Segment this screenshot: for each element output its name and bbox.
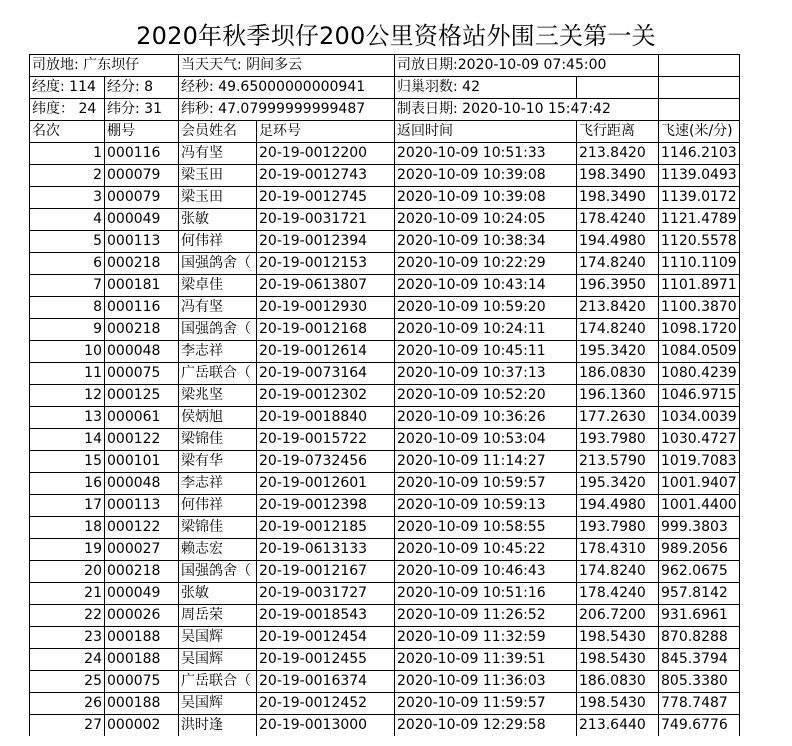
cell-distance: 196.3950 xyxy=(577,275,659,297)
cell-ring-no: 20-19-0012455 xyxy=(257,649,395,671)
cell-ring-no: 20-19-0012167 xyxy=(257,561,395,583)
table-row xyxy=(30,209,740,231)
cell-speed: 1001.9407 xyxy=(659,473,740,495)
cell-member-name: 何伟祥 xyxy=(179,231,257,253)
cell-rank: 14 xyxy=(30,429,105,451)
cell-loft-no: 000079 xyxy=(105,187,179,209)
info-empty-cell xyxy=(659,77,740,99)
cell-return-time: 2020-10-09 10:51:16 xyxy=(395,583,577,605)
cell-distance: 198.3490 xyxy=(577,165,659,187)
table-row xyxy=(30,473,740,495)
cell-member-name: 吴国辉 xyxy=(179,627,257,649)
cell-return-time: 2020-10-09 10:37:13 xyxy=(395,363,577,385)
cell-ring-no: 20-19-0012743 xyxy=(257,165,395,187)
cell-ring-no: 20-19-0012452 xyxy=(257,693,395,715)
cell-speed: 999.3803 xyxy=(659,517,740,539)
cell-ring-no: 20-19-0012614 xyxy=(257,341,395,363)
cell-return-time: 2020-10-09 10:38:34 xyxy=(395,231,577,253)
release-date: 司放日期:2020-10-09 07:45:00 xyxy=(395,55,659,77)
cell-ring-no: 20-19-0613133 xyxy=(257,539,395,561)
cell-member-name: 梁锦佳 xyxy=(179,429,257,451)
table-row xyxy=(30,319,740,341)
cell-member-name: 吴国辉 xyxy=(179,649,257,671)
cell-rank: 26 xyxy=(30,693,105,715)
cell-return-time: 2020-10-09 10:24:11 xyxy=(395,319,577,341)
cell-member-name: 国强鸽舍（ xyxy=(179,319,257,341)
cell-ring-no: 20-19-0732456 xyxy=(257,451,395,473)
cell-loft-no: 000116 xyxy=(105,297,179,319)
cell-loft-no: 000027 xyxy=(105,539,179,561)
cell-speed: 1120.5578 xyxy=(659,231,740,253)
cell-distance: 193.7980 xyxy=(577,429,659,451)
cell-speed: 845.3794 xyxy=(659,649,740,671)
table-row xyxy=(30,517,740,539)
table-row xyxy=(30,165,740,187)
cell-member-name: 李志祥 xyxy=(179,341,257,363)
cell-loft-no: 000101 xyxy=(105,451,179,473)
cell-ring-no: 20-19-0012168 xyxy=(257,319,395,341)
cell-member-name: 赖志宏 xyxy=(179,539,257,561)
cell-member-name: 梁锦佳 xyxy=(179,517,257,539)
cell-ring-no: 20-19-0012745 xyxy=(257,187,395,209)
cell-speed: 957.8142 xyxy=(659,583,740,605)
table-row xyxy=(30,451,740,473)
table-row xyxy=(30,429,740,451)
cell-ring-no: 20-19-0073164 xyxy=(257,363,395,385)
cell-return-time: 2020-10-09 11:39:51 xyxy=(395,649,577,671)
cell-speed: 1100.3870 xyxy=(659,297,740,319)
table-row xyxy=(30,363,740,385)
cell-distance: 195.3420 xyxy=(577,341,659,363)
cell-distance: 178.4240 xyxy=(577,209,659,231)
weather: 当天天气: 阴间多云 xyxy=(179,55,395,77)
cell-loft-no: 000075 xyxy=(105,363,179,385)
cell-ring-no: 20-19-0018840 xyxy=(257,407,395,429)
cell-return-time: 2020-10-09 10:59:20 xyxy=(395,297,577,319)
header-rank: 名次 xyxy=(30,121,105,143)
cell-return-time: 2020-10-09 11:32:59 xyxy=(395,627,577,649)
info-row-latitude xyxy=(30,99,740,121)
cell-return-time: 2020-10-09 10:51:33 xyxy=(395,143,577,165)
cell-distance: 198.5430 xyxy=(577,649,659,671)
cell-ring-no: 20-19-0012302 xyxy=(257,385,395,407)
latitude-degree: 纬度： 24 xyxy=(30,99,105,121)
cell-member-name: 梁玉田 xyxy=(179,187,257,209)
cell-member-name: 李志祥 xyxy=(179,473,257,495)
cell-rank: 11 xyxy=(30,363,105,385)
table-row xyxy=(30,693,740,715)
cell-member-name: 冯有坚 xyxy=(179,297,257,319)
info-empty-cell xyxy=(577,77,659,99)
cell-rank: 4 xyxy=(30,209,105,231)
table-row xyxy=(30,253,740,275)
cell-member-name: 张敏 xyxy=(179,583,257,605)
header-distance: 飞行距离 xyxy=(577,121,659,143)
table-row xyxy=(30,605,740,627)
cell-speed: 1139.0172 xyxy=(659,187,740,209)
header-ring-no: 足环号 xyxy=(257,121,395,143)
cell-speed: 870.8288 xyxy=(659,627,740,649)
cell-distance: 213.8420 xyxy=(577,143,659,165)
latitude-minute: 纬分: 31 xyxy=(105,99,179,121)
cell-member-name: 梁兆坚 xyxy=(179,385,257,407)
cell-rank: 23 xyxy=(30,627,105,649)
longitude-second: 经秒: 49.65000000000941 xyxy=(179,77,395,99)
cell-loft-no: 000188 xyxy=(105,627,179,649)
cell-ring-no: 20-19-0012601 xyxy=(257,473,395,495)
longitude-minute: 经分: 8 xyxy=(105,77,179,99)
cell-distance: 193.7980 xyxy=(577,517,659,539)
release-location: 司放地: 广东坝仔 xyxy=(30,55,179,77)
info-row-longitude xyxy=(30,77,740,99)
cell-distance: 174.8240 xyxy=(577,319,659,341)
cell-speed: 1101.8971 xyxy=(659,275,740,297)
table-row xyxy=(30,297,740,319)
cell-ring-no: 20-19-0012185 xyxy=(257,517,395,539)
cell-rank: 7 xyxy=(30,275,105,297)
cell-distance: 213.5790 xyxy=(577,451,659,473)
cell-rank: 2 xyxy=(30,165,105,187)
cell-loft-no: 000113 xyxy=(105,495,179,517)
table-row xyxy=(30,143,740,165)
cell-rank: 21 xyxy=(30,583,105,605)
cell-distance: 198.3490 xyxy=(577,187,659,209)
cell-loft-no: 000218 xyxy=(105,561,179,583)
table-row xyxy=(30,231,740,253)
cell-distance: 213.6440 xyxy=(577,715,659,737)
cell-ring-no: 20-19-0012153 xyxy=(257,253,395,275)
table-row xyxy=(30,715,740,737)
cell-rank: 15 xyxy=(30,451,105,473)
cell-speed: 1030.4727 xyxy=(659,429,740,451)
cell-ring-no: 20-19-0016374 xyxy=(257,671,395,693)
header-return-time: 返回时间 xyxy=(395,121,577,143)
cell-member-name: 广岳联合（ xyxy=(179,671,257,693)
cell-distance: 194.4980 xyxy=(577,495,659,517)
cell-rank: 17 xyxy=(30,495,105,517)
cell-loft-no: 000122 xyxy=(105,517,179,539)
cell-loft-no: 000181 xyxy=(105,275,179,297)
longitude-degree: 经度: 114 xyxy=(30,77,105,99)
cell-member-name: 国强鸽舍（ xyxy=(179,253,257,275)
cell-speed: 1046.9715 xyxy=(659,385,740,407)
cell-distance: 213.8420 xyxy=(577,297,659,319)
cell-loft-no: 000113 xyxy=(105,231,179,253)
results-table xyxy=(29,54,740,736)
cell-loft-no: 000049 xyxy=(105,209,179,231)
table-row xyxy=(30,341,740,363)
info-empty-cell xyxy=(659,55,740,77)
cell-rank: 24 xyxy=(30,649,105,671)
cell-rank: 20 xyxy=(30,561,105,583)
table-row xyxy=(30,407,740,429)
info-empty-cell xyxy=(659,99,740,121)
cell-rank: 5 xyxy=(30,231,105,253)
cell-speed: 1001.4400 xyxy=(659,495,740,517)
cell-ring-no: 20-19-0012200 xyxy=(257,143,395,165)
column-header-row xyxy=(30,121,740,143)
cell-member-name: 何伟祥 xyxy=(179,495,257,517)
cell-distance: 206.7200 xyxy=(577,605,659,627)
cell-return-time: 2020-10-09 10:24:05 xyxy=(395,209,577,231)
cell-rank: 22 xyxy=(30,605,105,627)
cell-distance: 178.4310 xyxy=(577,539,659,561)
cell-return-time: 2020-10-09 10:36:26 xyxy=(395,407,577,429)
table-row xyxy=(30,187,740,209)
cell-ring-no: 20-19-0031721 xyxy=(257,209,395,231)
cell-return-time: 2020-10-09 10:39:08 xyxy=(395,187,577,209)
table-date: 制表日期: 2020-10-10 15:47:42 xyxy=(395,99,659,121)
table-row xyxy=(30,649,740,671)
cell-loft-no: 000079 xyxy=(105,165,179,187)
returned-count: 归巢羽数: 42 xyxy=(395,77,577,99)
cell-return-time: 2020-10-09 10:43:14 xyxy=(395,275,577,297)
cell-speed: 1146.2103 xyxy=(659,143,740,165)
cell-speed: 1019.7083 xyxy=(659,451,740,473)
cell-distance: 198.5430 xyxy=(577,693,659,715)
cell-rank: 18 xyxy=(30,517,105,539)
cell-return-time: 2020-10-09 11:26:52 xyxy=(395,605,577,627)
cell-return-time: 2020-10-09 11:36:03 xyxy=(395,671,577,693)
header-speed: 飞速(米/分) xyxy=(659,121,740,143)
cell-member-name: 周岳荣 xyxy=(179,605,257,627)
table-row xyxy=(30,627,740,649)
cell-member-name: 洪时逢 xyxy=(179,715,257,737)
cell-loft-no: 000049 xyxy=(105,583,179,605)
cell-loft-no: 000218 xyxy=(105,319,179,341)
cell-distance: 177.2630 xyxy=(577,407,659,429)
cell-distance: 186.0830 xyxy=(577,671,659,693)
cell-speed: 1098.1720 xyxy=(659,319,740,341)
cell-rank: 10 xyxy=(30,341,105,363)
table-row xyxy=(30,275,740,297)
cell-speed: 749.6776 xyxy=(659,715,740,737)
header-member-name: 会员姓名 xyxy=(179,121,257,143)
cell-loft-no: 000116 xyxy=(105,143,179,165)
cell-member-name: 张敏 xyxy=(179,209,257,231)
table-row xyxy=(30,385,740,407)
cell-rank: 3 xyxy=(30,187,105,209)
cell-distance: 178.4240 xyxy=(577,583,659,605)
cell-speed: 805.3380 xyxy=(659,671,740,693)
latitude-second: 纬秒: 47.07999999999487 xyxy=(179,99,395,121)
cell-rank: 25 xyxy=(30,671,105,693)
cell-ring-no: 20-19-0018543 xyxy=(257,605,395,627)
cell-loft-no: 000218 xyxy=(105,253,179,275)
table-row xyxy=(30,583,740,605)
cell-speed: 1084.0509 xyxy=(659,341,740,363)
cell-distance: 174.8240 xyxy=(577,561,659,583)
cell-distance: 194.4980 xyxy=(577,231,659,253)
cell-return-time: 2020-10-09 10:58:55 xyxy=(395,517,577,539)
cell-return-time: 2020-10-09 11:14:27 xyxy=(395,451,577,473)
cell-ring-no: 20-19-0012930 xyxy=(257,297,395,319)
cell-ring-no: 20-19-0012398 xyxy=(257,495,395,517)
cell-return-time: 2020-10-09 11:59:57 xyxy=(395,693,577,715)
cell-loft-no: 000188 xyxy=(105,649,179,671)
cell-return-time: 2020-10-09 10:46:43 xyxy=(395,561,577,583)
cell-loft-no: 000048 xyxy=(105,473,179,495)
cell-rank: 9 xyxy=(30,319,105,341)
cell-loft-no: 000026 xyxy=(105,605,179,627)
cell-speed: 962.0675 xyxy=(659,561,740,583)
cell-rank: 1 xyxy=(30,143,105,165)
cell-return-time: 2020-10-09 10:59:57 xyxy=(395,473,577,495)
cell-loft-no: 000048 xyxy=(105,341,179,363)
cell-member-name: 国强鸽舍（ xyxy=(179,561,257,583)
cell-speed: 931.6961 xyxy=(659,605,740,627)
header-loft-no: 棚号 xyxy=(105,121,179,143)
cell-rank: 8 xyxy=(30,297,105,319)
table-row xyxy=(30,671,740,693)
cell-rank: 16 xyxy=(30,473,105,495)
table-row xyxy=(30,539,740,561)
cell-member-name: 梁玉田 xyxy=(179,165,257,187)
cell-ring-no: 20-19-0613807 xyxy=(257,275,395,297)
cell-member-name: 梁有华 xyxy=(179,451,257,473)
cell-loft-no: 000061 xyxy=(105,407,179,429)
cell-return-time: 2020-10-09 10:45:11 xyxy=(395,341,577,363)
cell-speed: 778.7487 xyxy=(659,693,740,715)
cell-speed: 1121.4789 xyxy=(659,209,740,231)
info-row-release xyxy=(30,55,740,77)
cell-rank: 13 xyxy=(30,407,105,429)
cell-distance: 198.5430 xyxy=(577,627,659,649)
cell-member-name: 广岳联合（ xyxy=(179,363,257,385)
cell-member-name: 吴国辉 xyxy=(179,693,257,715)
cell-loft-no: 000125 xyxy=(105,385,179,407)
cell-ring-no: 20-19-0012454 xyxy=(257,627,395,649)
cell-rank: 19 xyxy=(30,539,105,561)
cell-return-time: 2020-10-09 10:59:13 xyxy=(395,495,577,517)
cell-ring-no: 20-19-0031727 xyxy=(257,583,395,605)
cell-return-time: 2020-10-09 10:52:20 xyxy=(395,385,577,407)
cell-distance: 186.0830 xyxy=(577,363,659,385)
cell-member-name: 冯有坚 xyxy=(179,143,257,165)
cell-distance: 196.1360 xyxy=(577,385,659,407)
cell-rank: 27 xyxy=(30,715,105,737)
cell-ring-no: 20-19-0013000 xyxy=(257,715,395,737)
cell-rank: 12 xyxy=(30,385,105,407)
cell-speed: 1080.4239 xyxy=(659,363,740,385)
cell-return-time: 2020-10-09 12:29:58 xyxy=(395,715,577,737)
cell-loft-no: 000075 xyxy=(105,671,179,693)
table-row xyxy=(30,495,740,517)
cell-rank: 6 xyxy=(30,253,105,275)
cell-ring-no: 20-19-0012394 xyxy=(257,231,395,253)
cell-speed: 1110.1109 xyxy=(659,253,740,275)
cell-return-time: 2020-10-09 10:22:29 xyxy=(395,253,577,275)
cell-return-time: 2020-10-09 10:45:22 xyxy=(395,539,577,561)
cell-loft-no: 000188 xyxy=(105,693,179,715)
cell-speed: 1034.0039 xyxy=(659,407,740,429)
cell-speed: 1139.0493 xyxy=(659,165,740,187)
cell-distance: 195.3420 xyxy=(577,473,659,495)
cell-speed: 989.2056 xyxy=(659,539,740,561)
cell-member-name: 梁卓佳 xyxy=(179,275,257,297)
page-title: 2020年秋季坝仔200公里资格站外围三关第一关 xyxy=(136,22,656,50)
cell-return-time: 2020-10-09 10:39:08 xyxy=(395,165,577,187)
cell-member-name: 侯炳旭 xyxy=(179,407,257,429)
cell-distance: 174.8240 xyxy=(577,253,659,275)
table-row xyxy=(30,561,740,583)
cell-loft-no: 000122 xyxy=(105,429,179,451)
cell-return-time: 2020-10-09 10:53:04 xyxy=(395,429,577,451)
cell-ring-no: 20-19-0015722 xyxy=(257,429,395,451)
cell-loft-no: 000002 xyxy=(105,715,179,737)
